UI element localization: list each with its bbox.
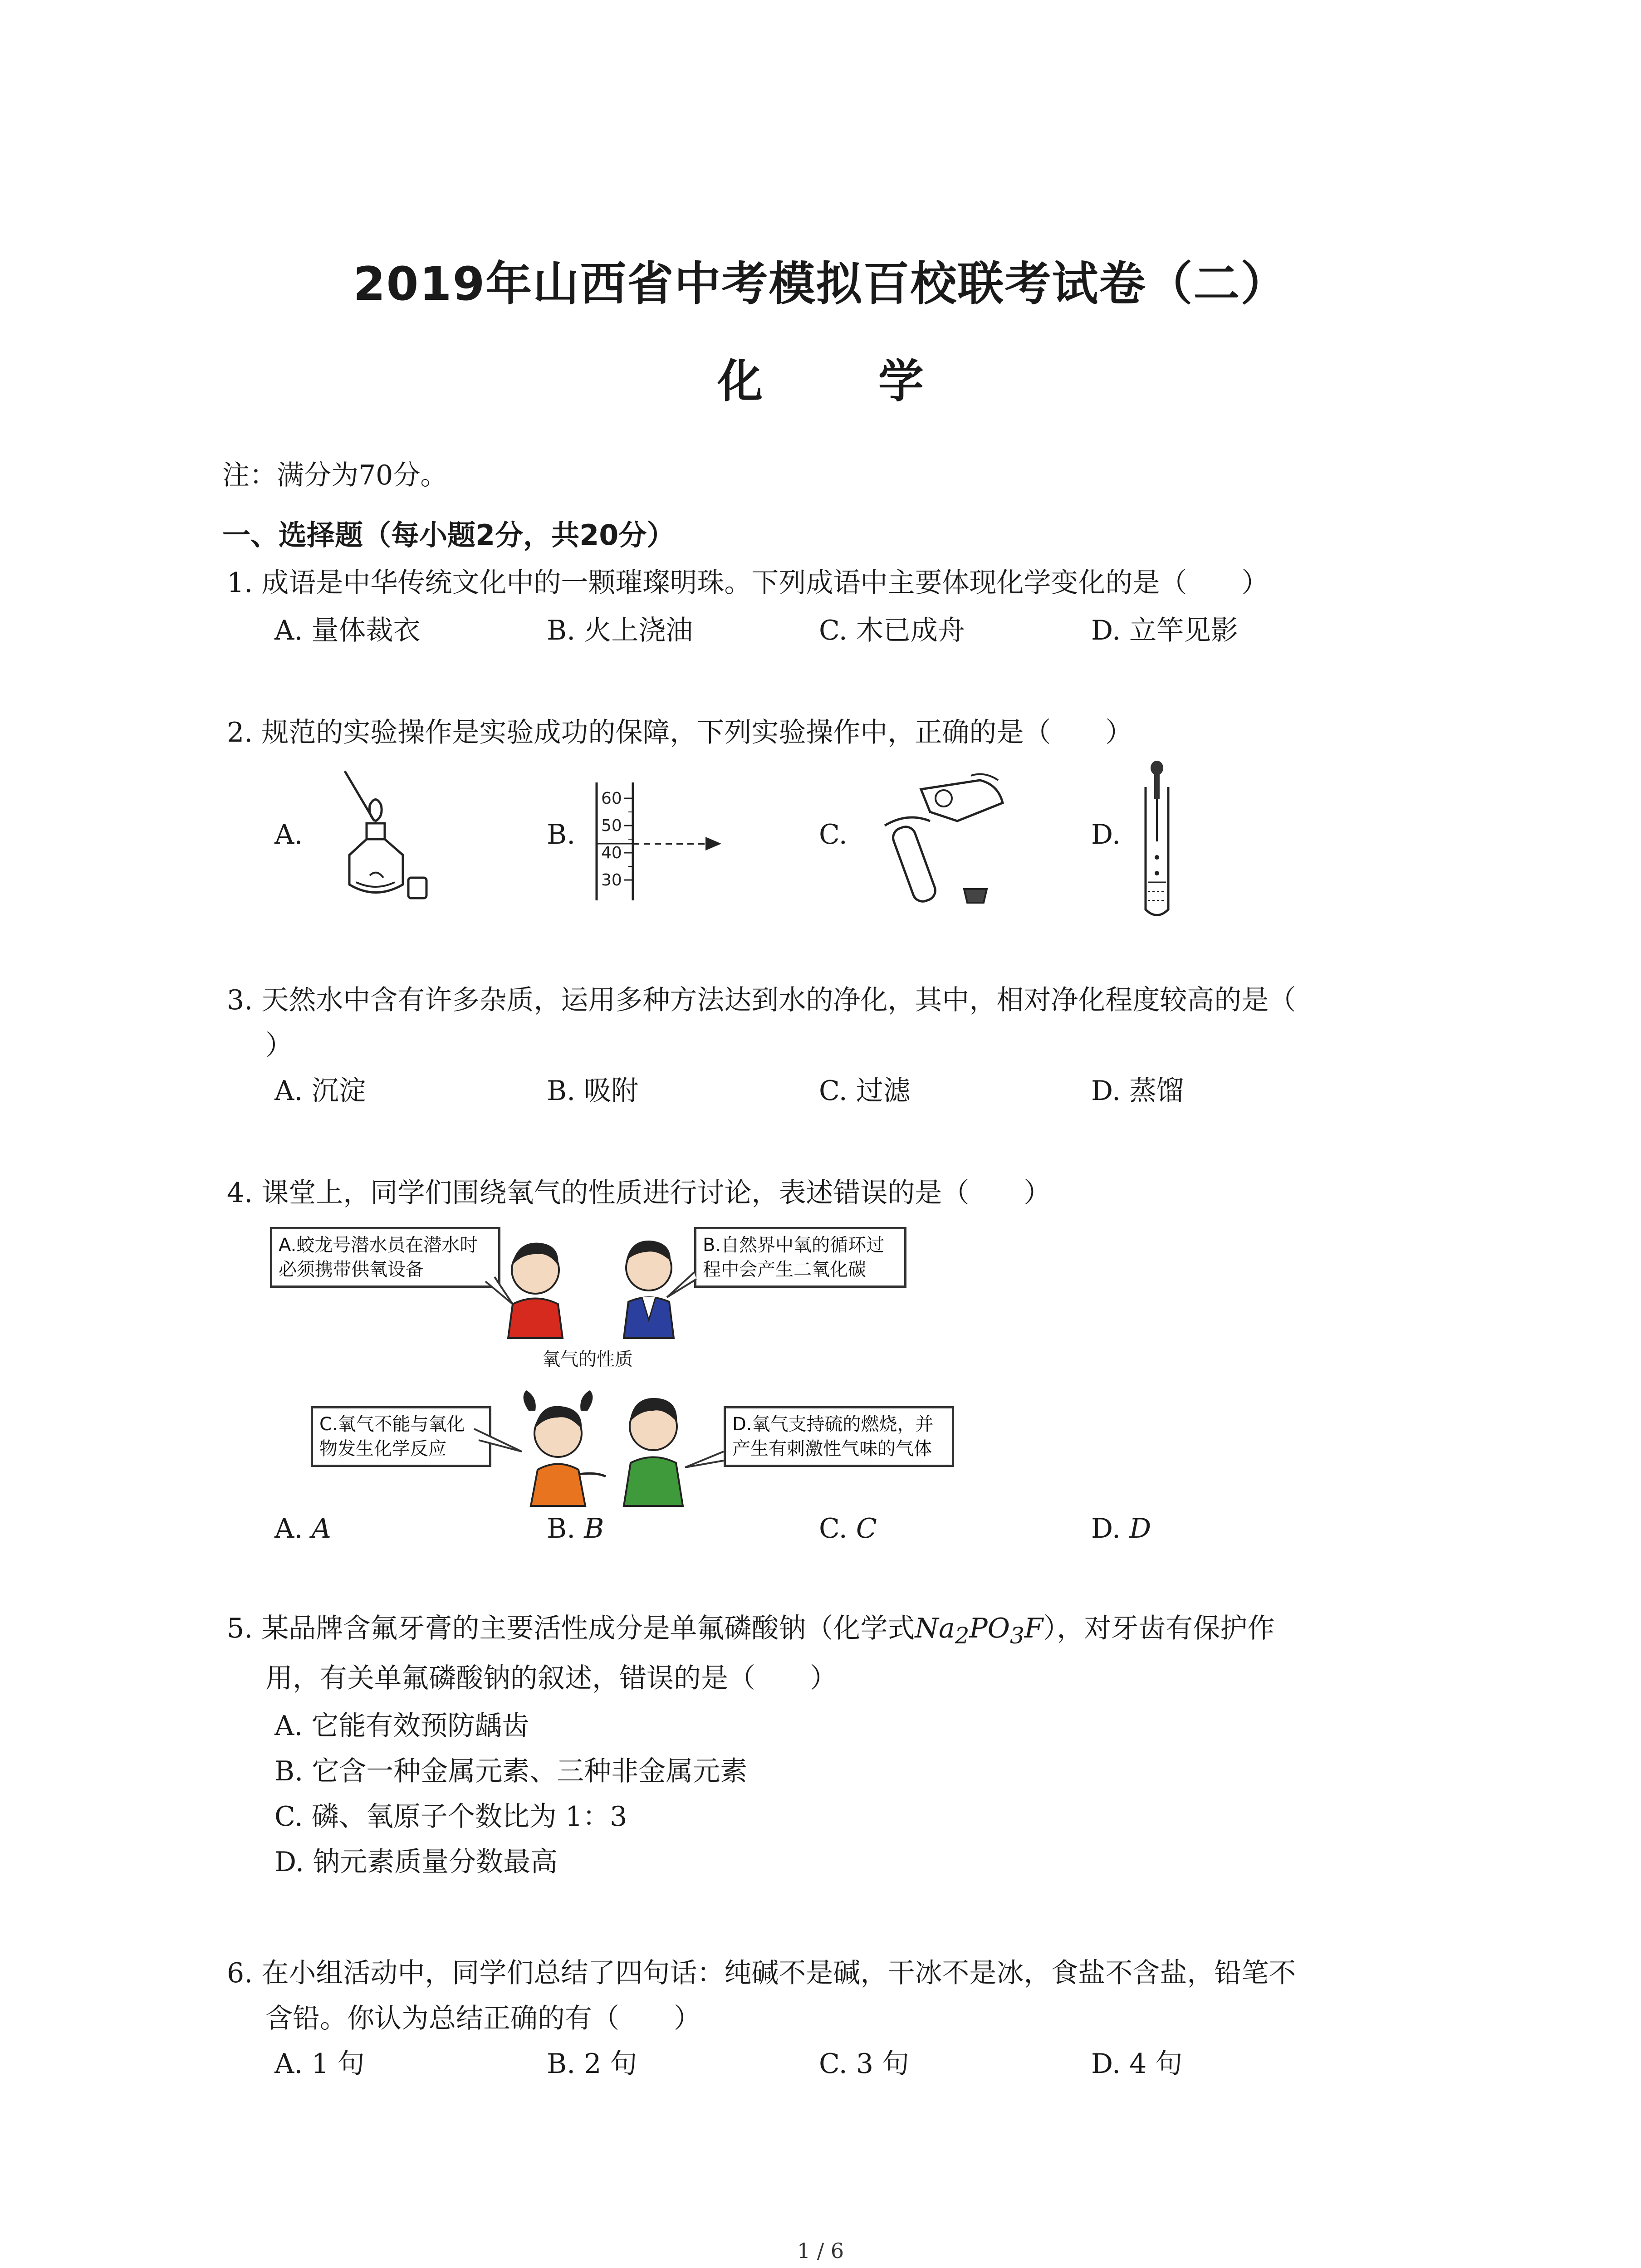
- cartoon-kids-bottom: [472, 1383, 726, 1506]
- bubble-d-line1: D.氧气支持硫的燃烧，并: [732, 1414, 934, 1435]
- question-3-stem-line1: 3. 天然水中含有许多杂质，运用多种方法达到水的净化，其中，相对净化程度较高的是（: [227, 984, 1296, 1016]
- q3-option-a: A. 沉淀: [274, 1075, 366, 1107]
- question-6-stem-line1: 6. 在小组活动中，同学们总结了四句话：纯碱不是碱，干冰不是冰，食盐不含盐，铅笔不: [227, 1957, 1296, 1989]
- cylinder-tick-40: 40: [601, 844, 622, 862]
- q1-option-b: B. 火上浇油: [547, 615, 693, 646]
- q4-option-c: C. C: [819, 1513, 877, 1545]
- score-note: 注：满分为70分。: [222, 459, 448, 491]
- q1-option-a: A. 量体裁衣: [274, 615, 421, 646]
- subject-title: 化 学: [717, 355, 974, 408]
- q4-option-c-letter: C: [856, 1513, 877, 1545]
- question-6-stem-line2: 含铅。你认为总结正确的有（ ）: [265, 2003, 701, 2034]
- pouring-liquid-figure: [867, 771, 1030, 907]
- section-heading: 一、选择题（每小题2分，共20分）: [222, 518, 675, 552]
- page-number: 1 / 6: [797, 2239, 844, 2263]
- bubble-b-line1: B.自然界中氧的循环过: [703, 1235, 885, 1256]
- q5-option-c: C. 磷、氧原子个数比为 1：3: [274, 1801, 627, 1833]
- question-5-stem-line1: 5. 某品牌含氟牙膏的主要活性成分是单氟磷酸钠（化学式$Na_2PO_3F$），对牙齿有保护作: [227, 1613, 1275, 1649]
- bubble-a-line2: 必须携带供氧设备: [279, 1259, 424, 1280]
- q4-option-b-letter: B: [584, 1513, 604, 1545]
- q5-option-a: A. 它能有效预防龋齿: [274, 1710, 529, 1742]
- speech-bubble-c: [311, 1406, 491, 1467]
- bubble-c-line2: 物发生化学反应: [319, 1438, 446, 1459]
- graduated-cylinder-figure: [590, 780, 735, 903]
- q5-option-d: D. 钠元素质量分数最高: [274, 1846, 558, 1878]
- chemical-formula: $Na_2PO_3F$: [915, 1613, 1043, 1649]
- cylinder-tick-50: 50: [601, 816, 622, 835]
- q3-option-b: B. 吸附: [547, 1075, 639, 1107]
- bubble-a-line1: A.蛟龙号潜水员在潜水时: [279, 1235, 478, 1256]
- speech-bubble-a: [270, 1227, 500, 1288]
- bubble-d-line2: 产生有刺激性气味的气体: [732, 1438, 932, 1459]
- q2-option-a: A.: [274, 819, 303, 850]
- bubble-c-line1: C.氧气不能与氧化: [319, 1414, 465, 1435]
- q2-option-c: C.: [819, 819, 847, 850]
- q2-option-d: D.: [1091, 819, 1121, 850]
- q3-option-d: D. 蒸馏: [1091, 1075, 1184, 1107]
- cylinder-tick-60: 60: [601, 789, 622, 808]
- q4-option-d: D. D: [1091, 1513, 1151, 1545]
- q5-option-b: B. 它含一种金属元素、三种非金属元素: [274, 1755, 748, 1787]
- q4-option-a-letter: A: [311, 1513, 331, 1545]
- cartoon-boys-top: [467, 1229, 721, 1338]
- speech-bubble-d: [724, 1406, 954, 1467]
- q6-option-d: D. 4 句: [1091, 2048, 1183, 2080]
- exam-title: 2019年山西省中考模拟百校联考试卷（二）: [353, 257, 1288, 311]
- question-4-stem: 4. 课堂上，同学们围绕氧气的性质进行讨论，表述错误的是（ ）: [227, 1177, 1051, 1209]
- q2-option-b: B.: [547, 819, 576, 850]
- q4-option-b: B. B: [547, 1513, 604, 1545]
- bubble-b-line2: 程中会产生二氧化碳: [703, 1259, 866, 1280]
- q4-option-d-letter: D: [1129, 1513, 1151, 1545]
- q6-option-b: B. 2 句: [547, 2048, 637, 2080]
- cylinder-tick-30: 30: [601, 871, 622, 890]
- q4-option-a: A. A: [274, 1513, 331, 1545]
- question-3-stem-line2: ）: [265, 1030, 293, 1061]
- q1-option-c: C. 木已成舟: [819, 615, 965, 646]
- q6-option-a: A. 1 句: [274, 2048, 365, 2080]
- question-1-stem: 1. 成语是中华传统文化中的一颗璀璨明珠。下列成语中主要体现化学变化的是（ ）: [227, 567, 1269, 599]
- q6-option-c: C. 3 句: [819, 2048, 910, 2080]
- speech-bubble-b: [694, 1227, 906, 1288]
- dropper-test-tube-figure: [1130, 760, 1184, 923]
- question-2-stem: 2. 规范的实验操作是实验成功的保障，下列实验操作中，正确的是（ ）: [227, 717, 1133, 748]
- oxygen-properties-label: 氧气的性质: [542, 1349, 633, 1370]
- q3-option-c: C. 过滤: [819, 1075, 911, 1107]
- alcohol-lamp-figure: [318, 767, 436, 912]
- question-5-stem-line2: 用，有关单氟磷酸钠的叙述，错误的是（ ）: [265, 1662, 837, 1694]
- q1-option-d: D. 立竿见影: [1091, 615, 1239, 646]
